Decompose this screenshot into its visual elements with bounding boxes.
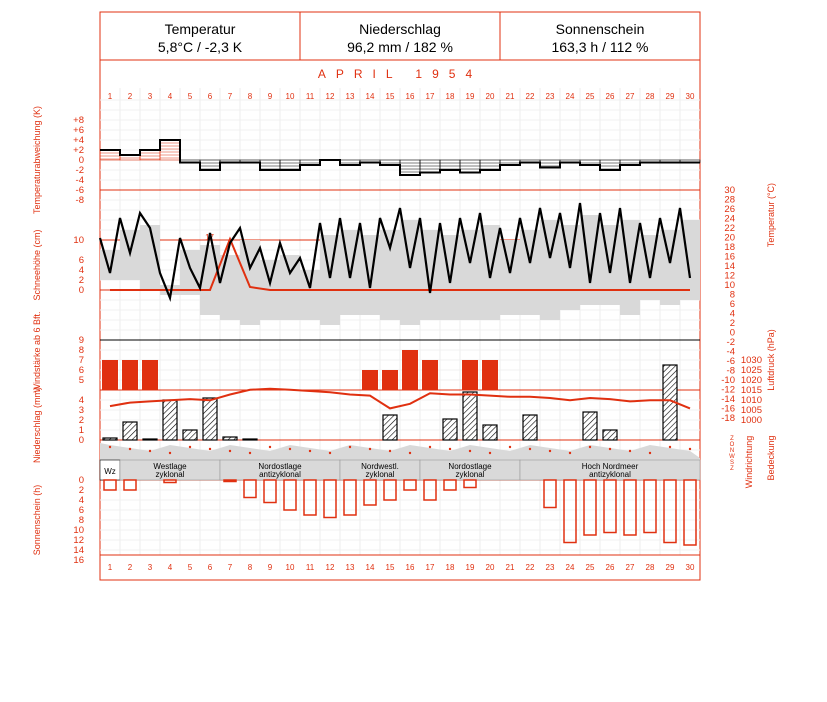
cloud-dot: [409, 452, 411, 454]
wind-block: [482, 360, 498, 390]
precip-bar: [463, 392, 477, 440]
tick-temperature: -2: [726, 337, 735, 348]
header-precip-title: Niederschlag: [359, 21, 441, 37]
day-label: 6: [207, 563, 213, 572]
day-label: 14: [365, 563, 375, 572]
header-temp-title: Temperatur: [164, 21, 236, 37]
temp-band-day: [100, 250, 120, 280]
cloud-dot: [669, 446, 671, 448]
tick-temperature: 22: [724, 223, 735, 234]
weather-type-label: zyklonal: [455, 470, 485, 479]
tick-precip: 3: [78, 405, 84, 416]
day-label: 3: [147, 92, 153, 101]
cloud-dot: [489, 452, 491, 454]
tick-temperature: 14: [724, 261, 735, 272]
precip-bar: [183, 430, 197, 440]
tick-wind: 9: [78, 335, 84, 346]
weather-type-label: Nordwestl.: [361, 462, 399, 471]
tick-temperature: 18: [724, 242, 735, 253]
tick-sunshine: 12: [73, 535, 84, 546]
day-label: 22: [525, 92, 535, 101]
header-precip-value: 96,2 mm / 182 %: [347, 39, 453, 55]
cloud-dot: [649, 452, 651, 454]
axis-title-temperature: Temperatur (°C): [766, 182, 776, 248]
day-label: 15: [385, 92, 395, 101]
tick-temperature: -18: [721, 413, 735, 424]
tick-temperature: -10: [721, 375, 735, 386]
right-axes: [721, 185, 762, 472]
axis-title-pressure: Luftdruck (hPa): [766, 329, 776, 391]
cloud-dot: [689, 448, 691, 450]
day-label: 29: [665, 92, 675, 101]
day-label: 1: [107, 92, 113, 101]
tick-temp-anomaly: +2: [73, 145, 84, 156]
day-label: 27: [625, 563, 635, 572]
day-label: 10: [285, 92, 295, 101]
day-label: 4: [167, 92, 173, 101]
day-label: 22: [525, 563, 535, 572]
cloud-dot: [369, 448, 371, 450]
day-label: 12: [325, 563, 335, 572]
tick-wind: 7: [78, 355, 84, 366]
tick-temperature: 12: [724, 270, 735, 282]
day-label: 9: [267, 92, 273, 101]
axis-title-temp-anomaly: Temperaturabweichung (K): [32, 105, 42, 215]
tick-wind-dir: W: [729, 454, 735, 460]
day-label: 15: [385, 563, 395, 572]
tick-sunshine: 0: [78, 475, 84, 486]
cloud-dot: [469, 450, 471, 452]
tick-temperature: 28: [724, 194, 735, 206]
day-label: 6: [207, 92, 213, 101]
precip-bar: [103, 438, 117, 440]
tick-precip: 4: [78, 395, 84, 406]
tick-sunshine: 8: [78, 515, 84, 526]
day-label: 24: [565, 563, 575, 572]
precip-bar: [123, 422, 137, 440]
day-label: 7: [227, 92, 233, 101]
day-label: 17: [425, 92, 435, 101]
tick-temperature: -6: [726, 356, 735, 367]
tick-temperature: -8: [726, 365, 735, 377]
day-label: 18: [445, 563, 455, 572]
cloud-dot: [169, 452, 171, 454]
weather-type-strip: [100, 460, 700, 480]
day-label: 25: [585, 92, 595, 101]
temp-band-day: [540, 220, 560, 320]
tick-temperature: 6: [729, 299, 735, 310]
tick-temperature: -14: [721, 394, 735, 405]
tick-temperature: 0: [729, 327, 735, 339]
weather-type-label: antizyklonal: [589, 470, 631, 479]
temp-band-day: [500, 240, 520, 315]
cloud-dot: [509, 446, 511, 448]
day-label: 13: [345, 92, 355, 101]
day-label: 5: [187, 563, 193, 572]
day-label: 16: [405, 563, 415, 572]
day-label: 26: [605, 92, 615, 101]
cloud-dot: [289, 448, 291, 450]
day-label: 1: [107, 563, 113, 572]
temp-band-day: [300, 270, 320, 320]
wind-block: [462, 360, 478, 390]
cloud-dot: [129, 448, 131, 450]
axis-title-wind-dir: Windrichtung: [744, 435, 754, 489]
cloud-dot: [229, 450, 231, 452]
day-label: 7: [227, 563, 233, 572]
cloud-dot: [529, 448, 531, 450]
cloud-dot: [609, 448, 611, 450]
tick-temperature: 16: [724, 251, 735, 263]
axis-title-cloud: Bedeckung: [766, 435, 776, 481]
tick-temp-anomaly: +6: [73, 125, 84, 136]
tick-pressure: 1005: [740, 405, 762, 416]
day-label: 10: [285, 563, 295, 572]
precip-bar: [523, 415, 537, 440]
tick-precip: 1: [78, 425, 84, 436]
tick-temperature: 20: [724, 232, 735, 244]
weather-type-label: zyklonal: [155, 470, 185, 479]
day-label: 14: [365, 92, 375, 101]
tick-temperature: 8: [729, 289, 735, 301]
temp-band-day: [660, 230, 680, 305]
header-sun-value: 163,3 h / 112 %: [551, 39, 649, 55]
tick-pressure: 1000: [740, 415, 762, 426]
day-label: 19: [465, 92, 475, 101]
tick-temperature: 24: [724, 213, 735, 225]
tick-pressure: 1025: [740, 365, 762, 376]
day-label: 4: [167, 563, 173, 572]
tick-temperature: 10: [724, 280, 735, 291]
temp-band-day: [220, 255, 240, 320]
tick-pressure: 1015: [740, 385, 762, 396]
tick-sunshine: 16: [73, 555, 84, 566]
precip-bar: [163, 400, 177, 440]
tick-pressure: 1020: [740, 375, 762, 386]
tick-precip: 2: [78, 415, 84, 426]
tick-wind-dir: N: [729, 448, 735, 454]
precip-bar: [203, 398, 217, 440]
tick-temp-anomaly: -6: [75, 185, 84, 196]
axis-title-wind: Windstärke ab 6 Bft.: [32, 311, 42, 393]
tick-snow: 10: [73, 235, 84, 246]
month-label: APRIL 1954: [317, 67, 483, 81]
tick-wind-dir: Z: [730, 466, 734, 472]
day-label: 30: [685, 92, 695, 101]
snow-peak-label: 17: [205, 233, 214, 242]
tick-wind-dir: Z: [730, 436, 734, 442]
header-temp-value: 5,8°C / -2,3 K: [157, 39, 243, 55]
cloud-dot: [629, 450, 631, 452]
tick-temp-anomaly: +8: [73, 115, 84, 126]
tick-wind: 5: [78, 375, 84, 386]
precip-bar: [583, 412, 597, 440]
day-label: 30: [685, 563, 695, 572]
day-label: 21: [505, 92, 515, 101]
tick-temp-anomaly: -4: [75, 175, 84, 186]
cloud-dot: [249, 452, 251, 454]
cloud-dot: [149, 450, 151, 452]
cloud-dot: [209, 448, 211, 450]
tick-temperature: 30: [724, 185, 735, 196]
cloud-dot: [109, 446, 111, 448]
day-label: 20: [485, 92, 495, 101]
day-label: 11: [305, 92, 315, 101]
day-label: 8: [247, 92, 253, 101]
weather-type-label: Westlage: [153, 462, 187, 471]
wind-block: [382, 370, 398, 390]
precip-bar: [603, 430, 617, 440]
wind-block: [122, 360, 138, 390]
temp-band-day: [280, 255, 300, 320]
cloud-dot: [189, 446, 191, 448]
tick-wind: 8: [78, 345, 84, 356]
cloud-dot: [269, 446, 271, 448]
tick-temp-anomaly: -2: [75, 165, 84, 176]
tick-temperature: -16: [721, 403, 735, 415]
tick-snow: 2: [78, 275, 84, 286]
day-label: 18: [445, 92, 455, 101]
cloud-dot: [309, 450, 311, 452]
temp-band-day: [320, 235, 340, 325]
wind-block: [102, 360, 118, 390]
day-label: 8: [247, 563, 253, 572]
tick-temperature: 26: [724, 204, 735, 215]
tick-precip: 0: [78, 435, 84, 446]
weather-type-label: Nordostlage: [258, 462, 302, 471]
tick-sunshine: 10: [73, 525, 84, 536]
temp-band-day: [180, 250, 200, 295]
tick-temperature: 4: [729, 308, 735, 320]
day-label: 5: [187, 92, 193, 101]
day-label: 16: [405, 92, 415, 101]
cloud-dot: [389, 450, 391, 452]
cloud-dot: [429, 446, 431, 448]
tick-wind-dir: O: [729, 442, 735, 448]
temp-band-day: [200, 245, 220, 315]
tick-wind-dir: S: [729, 460, 735, 466]
precip-bar: [243, 439, 257, 440]
day-label: 24: [565, 92, 575, 101]
precip-bar: [223, 437, 237, 440]
temp-band-day: [460, 230, 480, 320]
cloud-dot: [549, 450, 551, 452]
day-label: 17: [425, 563, 435, 572]
day-label: 9: [267, 563, 273, 572]
tick-snow: 6: [78, 255, 84, 266]
tick-pressure: 1010: [740, 395, 762, 406]
weather-type-label: antizyklonal: [259, 470, 301, 479]
header-sun-title: Sonnenschein: [555, 21, 645, 37]
tick-temp-anomaly: -8: [75, 195, 84, 206]
day-label: 3: [147, 563, 153, 572]
day-label: 11: [305, 563, 315, 572]
precip-bar: [383, 415, 397, 440]
wind-block: [142, 360, 158, 390]
tick-pressure: 1030: [740, 355, 762, 366]
day-label: 12: [325, 92, 335, 101]
tick-sunshine: 14: [73, 545, 84, 556]
day-label: 2: [127, 563, 133, 572]
precip-bar: [143, 439, 157, 440]
day-label: 27: [625, 92, 635, 101]
tick-sunshine: 4: [78, 495, 84, 506]
tick-temp-anomaly: +4: [73, 135, 84, 146]
day-label: 28: [645, 563, 655, 572]
day-label: 21: [505, 563, 515, 572]
sunshine-bar: [224, 480, 236, 482]
weather-type-label: Hoch Nordmeer: [581, 462, 639, 471]
precip-bar: [483, 425, 497, 440]
day-label: 25: [585, 563, 595, 572]
temp-band-day: [520, 230, 540, 315]
wind-block: [422, 360, 438, 390]
tick-temperature: -4: [726, 346, 735, 358]
left-axes: [73, 115, 84, 566]
day-label: 23: [545, 563, 555, 572]
cloud-dot: [589, 446, 591, 448]
day-label: 28: [645, 92, 655, 101]
axis-title-precip: Niederschlag (mm): [32, 386, 42, 464]
tick-temperature: -12: [721, 384, 735, 396]
day-label: 26: [605, 563, 615, 572]
day-label: 23: [545, 92, 555, 101]
day-label: 29: [665, 563, 675, 572]
tick-sunshine: 2: [78, 485, 84, 496]
tick-wind: 6: [78, 365, 84, 376]
weather-type-label: Nordostlage: [448, 462, 492, 471]
cloud-dot: [349, 446, 351, 448]
day-label: 13: [345, 563, 355, 572]
axis-title-sunshine: Sonnenschein (h): [32, 484, 42, 556]
cloud-dot: [449, 448, 451, 450]
tick-temperature: 2: [729, 318, 735, 329]
wind-block: [402, 350, 418, 390]
cloud-dot: [569, 452, 571, 454]
tick-temp-anomaly: 0: [78, 155, 84, 166]
day-label: 20: [485, 563, 495, 572]
axis-title-snow: Schneehöhe (cm): [32, 229, 42, 301]
day-label: 19: [465, 563, 475, 572]
weather-type-label: zyklonal: [365, 470, 395, 479]
tick-snow: 4: [78, 265, 84, 276]
wind-block: [362, 370, 378, 390]
day-label: 2: [127, 92, 133, 101]
precip-bar: [443, 419, 457, 440]
tick-sunshine: 6: [78, 505, 84, 516]
weather-symbol: Wz: [104, 467, 116, 476]
cloud-dot: [329, 452, 331, 454]
tick-snow: 0: [78, 285, 84, 296]
